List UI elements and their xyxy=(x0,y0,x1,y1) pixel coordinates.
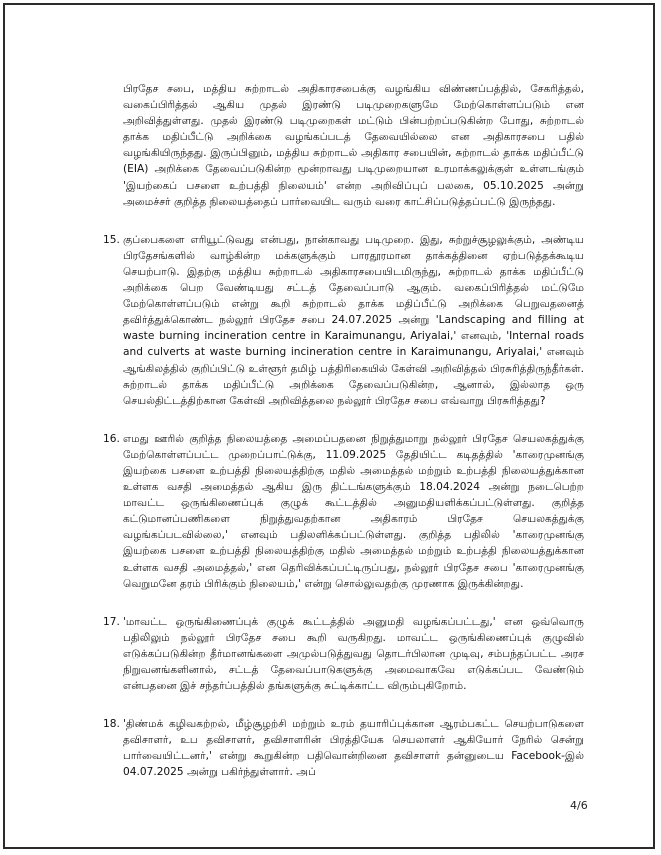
item-number: 15. xyxy=(103,233,120,246)
numbered-item-16 xyxy=(103,431,584,592)
item-number: 17. xyxy=(103,615,120,628)
page-content xyxy=(103,81,584,803)
numbered-item-15 xyxy=(103,232,584,409)
item-number: 18. xyxy=(103,718,120,731)
numbered-item-17 xyxy=(103,614,584,694)
numbered-item-18 xyxy=(103,716,584,780)
item-text: எமது ஊரில் குறித்த நிலையத்தை அமைப்பதனை நிறுத்துமாறு நல்லூர் பிரதேச செயலகத்துக்கு மேற்கொள்ளப்பட்ட முறைப்பாட்டுக்கு, 11.09.2025 தேதியிட்ட கடிதத்தில் 'காரைமுனங்கு இயற்கை பசளை உற்பத்தி நிலையத்திற்கு மதில் அமைத்தல் மற்றும் உற்பத்தி நிலையத்துக்கான உள்ளக வசதி அமைத்தல் ஆகிய இரு திட்டங்களுக்கும் 18.04.2024 அன்று நடைபெற்ற மாவட்ட ஒருங்கிணைப்புக் குழுக் கூட்டத்தில் அனுமதியளிக்கப்பட்டுள்ளது. குறித்த கட்டுமானப்பணிகளை நிறுத்துவதற்கான அதிகாரம் பிரதேச செயலகத்துக்கு வழங்கப்படவில்லை,' எனவும் பதிலளிக்கப்பட்டுள்ளது. குறித்த பதிலில் 'காரைமுனங்கு இயற்கை பசளை உற்பத்தி நிலையத்திற்கு மதில் அமைத்தல் மற்றும் உற்பத்தி நிலையத்துக்கான உள்ளக வசதி அமைத்தல்,' என தெரிவிக்கப்பட்டிருப்பது, நல்லூர் பிரதேச சபை 'காரைமுனங்கு வெறுமனே தரம் பிரிக்கும் நிலையம்,' என்று சொல்லுவதற்கு முரணாக இருக்கின்றது. xyxy=(123,432,584,590)
page-number: 4/6 xyxy=(570,799,588,812)
document-page xyxy=(3,3,655,849)
item-text: 'மாவட்ட ஒருங்கிணைப்புக் குழுக் கூட்டத்தில் அனுமதி வழங்கப்பட்டது,' என ஒவ்வொரு பதிலிலும் நல்லூர் பிரதேச சபை கூறி வருகிறது. மாவட்ட ஒருங்கிணைப்புக் குழுவில் எடுக்கப்படுகின்ற தீர்மானங்களை அமுல்படுத்துவது தொடர்பிலான முடிவு, சம்பந்தப்பட்ட அரச நிறுவனங்களினால், சட்டத் தேவைப்பாடுகளுக்கு அமைவாகவே எடுக்கப்பட வேண்டும் என்பதனை இச் சந்தர்ப்பத்தில் தங்களுக்கு சுட்டிக்காட்ட விரும்புகிறோம். xyxy=(123,615,584,693)
intro-paragraph: பிரதேச சபை, மத்திய சுற்றாடல் அதிகாரசபைக்கு வழங்கிய விண்ணப்பத்தில், சேகரித்தல், வகைப்பிரித்தல் ஆகிய முதல் இரண்டு படிமுறைகளுமே மேற்கொள்ளப்படும் என அறிவித்துள்ளது. முதல் இரண்டு படிமுறைகள் மட்டும் பின்பற்றப்படுகின்ற போது, சுற்றாடல் தாக்க மதிப்பீட்டு அறிக்கை வழங்கப்படத் தேவையில்லை என அதிகாரசபை பதில் வழங்கியிருந்தது. இருப்பினும், மத்திய சுற்றாடல் அதிகார சபையின், சுற்றாடல் தாக்க மதிப்பீட்டு (EIA) அறிக்கை தேவைப்படுகின்ற மூன்றாவது படிமுறையான உரமாக்கலுக்குள் உள்ளடங்கும் 'இயற்கைப் பசளை உற்பத்தி நிலையம்' என்ற அறிவிப்புப் பலகை, 05.10.2025 அன்று அமைச்சர் குறித்த நிலையத்தைப் பார்வையிட வரும் வரை காட்சிப்படுத்தப்பட்டு இருந்தது. xyxy=(123,83,584,208)
item-text: 'திண்மக் கழிவகற்றல், மீழ்சூழற்சி மற்றும் உரம் தயாரிப்புக்கான ஆரம்பகட்ட செயற்பாடுகளை தவிசாளர், உப தவிசாளர், தவிசாளரின் பிரத்தியேக செயலாளர் ஆகியோர் நேரில் சென்று பார்வையிட்டனர்,' என்று கூறுகின்ற பதிவொன்றினை தவிசாளர் தன்னுடைய Facebook-இல் 04.07.2025 அன்று பகிர்ந்துள்ளார். அப் xyxy=(123,718,584,779)
item-text: குப்பைகளை எரியூட்டுவது என்பது, நான்காவது படிமுறை. இது, சுற்றுச்சூழலுக்கும், அண்டிய பிரதேசங்களில் வாழ்கின்ற மக்களுக்கும் பாரதூரமான தாக்கத்தினை ஏற்படுத்தக்கூடிய செயற்பாடு. இதற்கு மத்திய சுற்றாடல் அதிகாரசபையிடமிருந்து, சுற்றாடல் தாக்க மதிப்பீட்டு அறிக்கை பெற வேண்டியது சட்டத் தேவைப்பாடு ஆகும். வகைப்பிரித்தல் மட்டுமே மேற்கொள்ளப்படும் என்று கூறி சுற்றாடல் தாக்க மதிப்பீட்டு அறிக்கை பெறுவதனைத் தவிர்த்துக்கொண்ட நல்லூர் பிரதேச சபை 24.07.2025 அன்று 'Landscaping and filling at waste burning incineration centre in Karaimunangu, Ariyalai,' எனவும், 'Internal roads and culverts at waste burning incineration centre in Karaimunangu, Ariyalai,' எனவும் ஆங்கிலத்தில் குறிப்பிட்டு உள்ளூர் தமிழ் பத்திரிகையில் கேள்வி அறிவித்தல் பிரசுரித்திருந்தீர்கள். சுற்றாடல் தாக்க மதிப்பீட்டு அறிக்கை தேவைப்படுகின்ற, ஆனால், இல்லாத ஒரு செயல்திட்டத்திற்கான கேள்வி அறிவித்தலை நல்லூர் பிரதேச சபை எவ்வாறு பிரசுரித்தது? xyxy=(123,233,584,407)
item-number: 16. xyxy=(103,432,120,445)
